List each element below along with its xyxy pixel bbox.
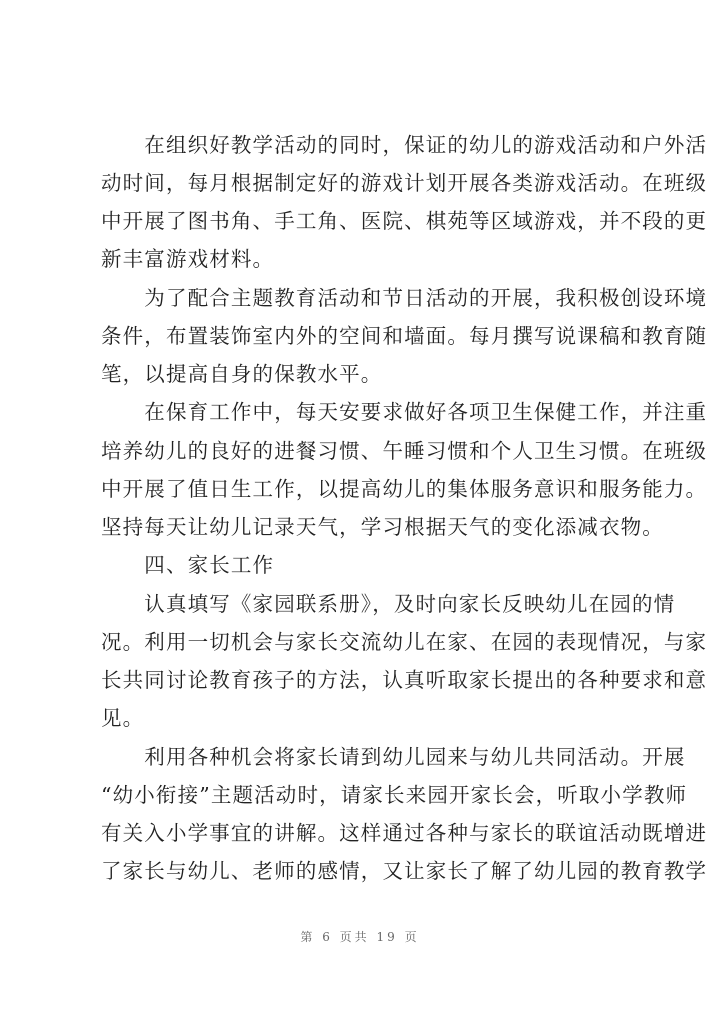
text-line: 了家长与幼儿、老师的感情，又让家长了解了幼儿园的教育教学 — [101, 859, 708, 883]
text-line: 况。利用一切机会与家长交流幼儿在家、在园的表现情况，与家 — [101, 630, 708, 654]
section-heading: 四、家长工作 — [101, 553, 275, 577]
text-line: 培养幼儿的良好的进餐习惯、午睡习惯和个人卫生习惯。在班级 — [101, 439, 708, 463]
text-line: 利用各种机会将家长请到幼儿园来与幼儿共同活动。开展 — [101, 745, 686, 769]
text-line: 条件，布置装饰室内外的空间和墙面。每月撰写说课稿和教育随 — [101, 324, 708, 348]
text-line: 中开展了值日生工作，以提高幼儿的集体服务意识和服务能力。 — [101, 477, 708, 501]
text-line: 笔，以提高自身的保教水平。 — [101, 362, 383, 386]
page-number-footer: 第 6 页共 19 页 — [300, 930, 420, 944]
text-line: 认真填写《家园联系册》，及时向家长反映幼儿在园的情 — [101, 592, 676, 616]
text-line: “幼小衔接”主题活动时，请家长来园开家长会，听取小学教师 — [101, 783, 688, 807]
text-line: 在保育工作中，每天安要求做好各项卫生保健工作，并注重 — [101, 400, 708, 424]
text-line: 见。 — [101, 706, 145, 730]
text-line: 中开展了图书角、手工角、医院、棋苑等区域游戏，并不段的更 — [101, 209, 708, 233]
text-line: 坚持每天让幼儿记录天气，学习根据天气的变化添减衣物。 — [101, 515, 664, 539]
text-line: 在组织好教学活动的同时，保证的幼儿的游戏活动和户外活 — [101, 133, 708, 157]
text-line: 有关入小学事宜的讲解。这样通过各种与家长的联谊活动既增进 — [101, 821, 708, 845]
text-line: 新丰富游戏材料。 — [101, 247, 275, 271]
text-line: 动时间，每月根据制定好的游戏计划开展各类游戏活动。在班级 — [101, 171, 708, 195]
text-line: 为了配合主题教育活动和节日活动的开展，我积极创设环境 — [101, 286, 708, 310]
text-line: 长共同讨论教育孩子的方法，认真听取家长提出的各种要求和意 — [101, 668, 708, 692]
